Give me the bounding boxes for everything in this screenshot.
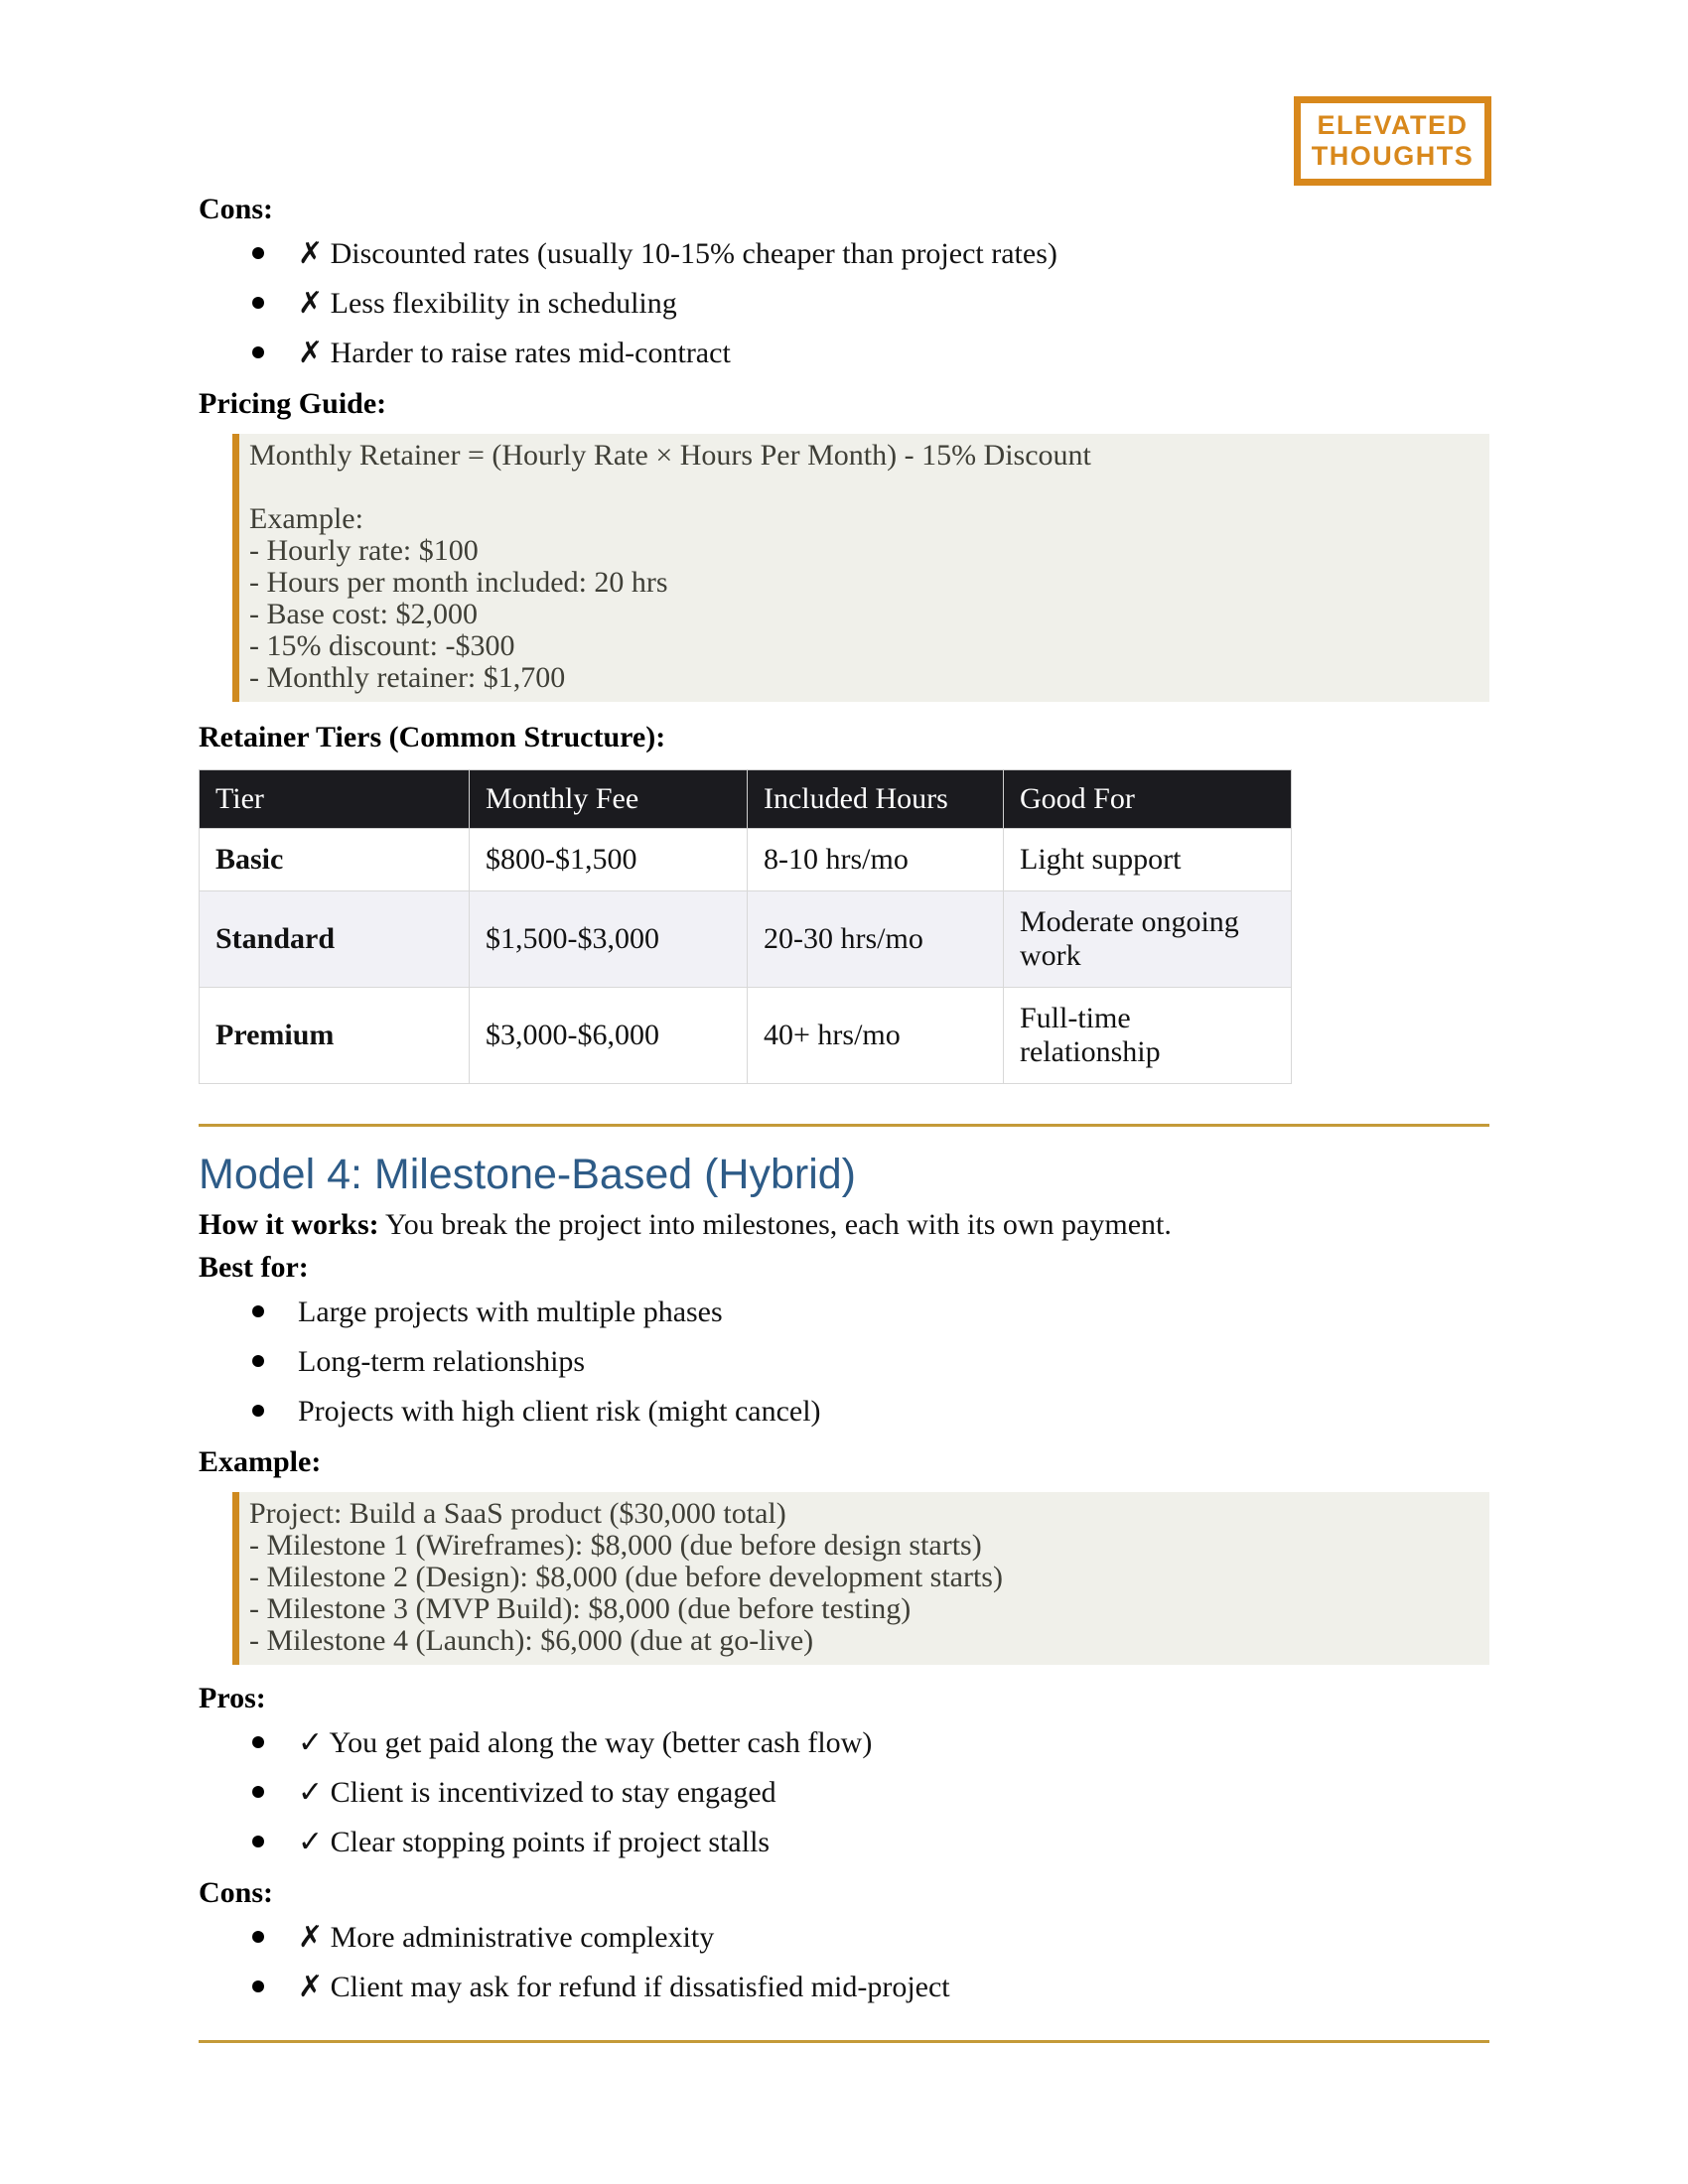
list-item: Long-term relationships xyxy=(298,1345,1489,1379)
section-divider xyxy=(199,1124,1489,1127)
table-cell: Premium xyxy=(200,988,470,1084)
pros-list xyxy=(199,1726,1489,1859)
example-code-block xyxy=(232,1492,1489,1665)
table-cell: 40+ hrs/mo xyxy=(748,988,1004,1084)
table-header-good-for: Good For xyxy=(1004,770,1292,829)
list-item: ✓ You get paid along the way (better cash flow) xyxy=(298,1726,1489,1760)
pricing-guide-label: Pricing Guide: xyxy=(199,387,387,420)
document-page xyxy=(199,0,1489,2043)
code-line: - 15% discount: -$300 xyxy=(249,629,515,662)
table-cell: Basic xyxy=(200,829,470,891)
list-item: ✗ More administrative complexity xyxy=(298,1921,1489,1955)
table-header-row xyxy=(200,770,1292,829)
pricing-guide-code-block xyxy=(232,434,1489,702)
retainer-tiers-table xyxy=(199,769,1292,1084)
table-header-tier: Tier xyxy=(200,770,470,829)
code-line xyxy=(249,472,1476,503)
table-row xyxy=(200,829,1292,891)
how-it-works-text: You break the project into milestones, each with its own payment. xyxy=(385,1208,1172,1241)
logo-line-2: THOUGHTS xyxy=(1311,141,1475,171)
code-line: - Hourly rate: $100 xyxy=(249,534,479,567)
code-line: - Monthly retainer: $1,700 xyxy=(249,661,566,694)
retainer-tiers-label: Retainer Tiers (Common Structure): xyxy=(199,721,666,753)
table-cell: Moderate ongoing work xyxy=(1004,891,1292,988)
how-it-works-paragraph xyxy=(199,1208,1489,1242)
table-cell: $800-$1,500 xyxy=(470,829,748,891)
list-item: Large projects with multiple phases xyxy=(298,1296,1489,1329)
code-line: Project: Build a SaaS product ($30,000 total) xyxy=(249,1497,786,1530)
table-cell: Standard xyxy=(200,891,470,988)
list-item: ✗ Less flexibility in scheduling xyxy=(298,287,1489,321)
table-cell: Light support xyxy=(1004,829,1292,891)
table-cell: 20-30 hrs/mo xyxy=(748,891,1004,988)
table-header-included-hours: Included Hours xyxy=(748,770,1004,829)
table-cell: $1,500-$3,000 xyxy=(470,891,748,988)
table-cell: $3,000-$6,000 xyxy=(470,988,748,1084)
table-cell: 8-10 hrs/mo xyxy=(748,829,1004,891)
model4-heading: Model 4: Milestone-Based (Hybrid) xyxy=(199,1151,856,1198)
model4-cons-label: Cons: xyxy=(199,1876,274,1909)
model4-cons-list xyxy=(199,1921,1489,2004)
best-for-label: Best for: xyxy=(199,1251,309,1284)
best-for-list xyxy=(199,1296,1489,1429)
code-line: Example: xyxy=(249,502,363,535)
section-divider xyxy=(199,2040,1489,2043)
pros-label: Pros: xyxy=(199,1682,266,1714)
list-item: ✗ Discounted rates (usually 10-15% cheaper than project rates) xyxy=(298,237,1489,271)
code-line: Monthly Retainer = (Hourly Rate × Hours Per Month) - 15% Discount xyxy=(249,439,1091,472)
code-line: - Milestone 2 (Design): $8,000 (due before development starts) xyxy=(249,1561,1003,1593)
code-line: - Base cost: $2,000 xyxy=(249,598,478,630)
table-cell: Full-time relationship xyxy=(1004,988,1292,1084)
table-row xyxy=(200,891,1292,988)
how-it-works-label: How it works: xyxy=(199,1208,379,1241)
retainer-cons-label: Cons: xyxy=(199,193,274,225)
logo-line-1: ELEVATED xyxy=(1317,110,1469,140)
example-label: Example: xyxy=(199,1445,322,1478)
list-item: Projects with high client risk (might cancel) xyxy=(298,1395,1489,1429)
retainer-cons-list xyxy=(199,237,1489,370)
code-line: - Milestone 3 (MVP Build): $8,000 (due before testing) xyxy=(249,1592,912,1625)
table-row xyxy=(200,988,1292,1084)
code-line: - Milestone 4 (Launch): $6,000 (due at go-live) xyxy=(249,1624,814,1657)
list-item: ✓ Clear stopping points if project stalls xyxy=(298,1826,1489,1859)
list-item: ✓ Client is incentivized to stay engaged xyxy=(298,1776,1489,1810)
list-item: ✗ Client may ask for refund if dissatisfied mid-project xyxy=(298,1971,1489,2004)
table-header-monthly-fee: Monthly Fee xyxy=(470,770,748,829)
code-line: - Milestone 1 (Wireframes): $8,000 (due before design starts) xyxy=(249,1529,982,1562)
code-line: - Hours per month included: 20 hrs xyxy=(249,566,668,599)
list-item: ✗ Harder to raise rates mid-contract xyxy=(298,337,1489,370)
